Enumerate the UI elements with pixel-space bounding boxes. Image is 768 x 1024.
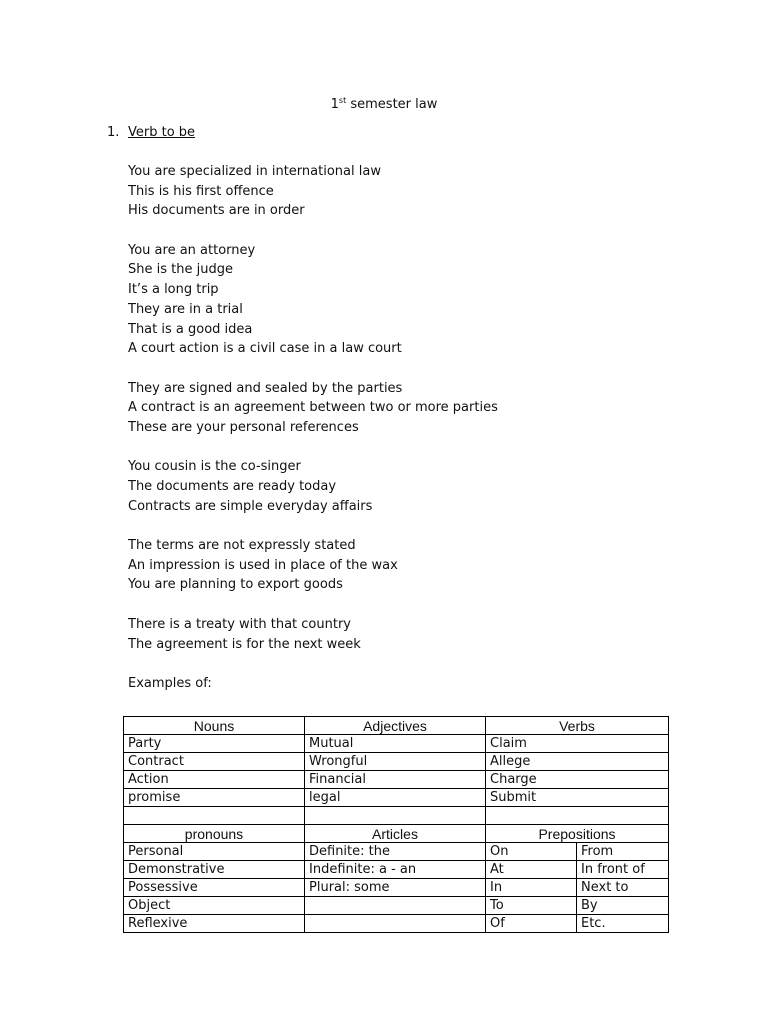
sentence-line: She is the judge	[128, 262, 233, 278]
table-cell: Plural: some	[305, 879, 486, 897]
section-label: Verb to be	[128, 125, 196, 140]
sentence-line: These are your personal references	[128, 419, 359, 435]
sentence-line: A contract is an agreement between two or more parties	[128, 400, 498, 416]
sentence-line: The terms are not expressly stated	[128, 538, 356, 554]
page-title	[0, 93, 768, 113]
table-cell: On	[486, 843, 577, 861]
table-cell: Wrongful	[305, 753, 486, 771]
sentence-line: You are planning to export goods	[128, 577, 343, 593]
sentence-line: The documents are ready today	[128, 479, 337, 494]
title-text: semester law	[346, 97, 438, 112]
table-cell: Party	[124, 735, 305, 753]
paragraph-gap	[128, 221, 728, 241]
table-cell: Indefinite: a - an	[305, 861, 486, 879]
sentence-line: This is his first offence	[128, 183, 274, 199]
sentence-line: It’s a long trip	[128, 282, 219, 298]
table-row	[124, 735, 669, 753]
column-header: Verbs	[486, 717, 669, 735]
table-row	[124, 879, 669, 897]
sentence-line: You are specialized in international law	[128, 164, 381, 179]
sentence-line: Examples of:	[128, 675, 212, 691]
column-header: Nouns	[124, 717, 305, 735]
column-header: Prepositions	[486, 825, 669, 843]
table-cell: By	[577, 897, 669, 915]
table-cell: To	[486, 897, 577, 915]
sentence-line: You cousin is the co-singer	[128, 459, 301, 475]
sentence-line: They are signed and sealed by the parties	[128, 380, 403, 396]
table-row	[124, 771, 669, 789]
table-cell: Charge	[486, 771, 669, 789]
table-cell: Claim	[486, 735, 669, 753]
table-cell: In	[486, 879, 577, 897]
table-cell	[486, 807, 669, 825]
title-superscript: st	[338, 96, 347, 105]
table-cell	[124, 807, 305, 825]
column-header: Adjectives	[305, 717, 486, 735]
table-cell: Etc.	[577, 915, 669, 933]
table-cell: Reflexive	[124, 915, 305, 933]
table-row	[124, 861, 669, 879]
table-cell: Demonstrative	[124, 861, 305, 879]
table-row	[124, 897, 669, 915]
table-cell: From	[577, 843, 669, 861]
table-cell: Personal	[124, 843, 305, 861]
table-header-row	[124, 717, 669, 735]
table-row	[124, 915, 669, 933]
table-cell: Definite: the	[305, 843, 486, 861]
column-header: pronouns	[124, 825, 305, 843]
table-cell: Of	[486, 915, 577, 933]
vocabulary-table	[123, 716, 669, 933]
section-number: 1.	[107, 125, 120, 140]
table-cell: legal	[305, 789, 486, 807]
sentence-line: An impression is used in place of the wax	[128, 557, 398, 573]
sentence-line: They are in a trial	[128, 301, 243, 317]
sentence-line: Contracts are simple everyday affairs	[128, 498, 373, 514]
table-cell: Object	[124, 897, 305, 915]
table-cell	[305, 897, 486, 915]
table-row	[124, 843, 669, 861]
table-cell: promise	[124, 789, 305, 807]
table-cell: In front of	[577, 861, 669, 879]
table-row	[124, 807, 669, 825]
table-cell	[305, 807, 486, 825]
table-cell: At	[486, 861, 577, 879]
table-cell: Action	[124, 771, 305, 789]
table-cell	[305, 915, 486, 933]
paragraph-gap	[128, 654, 728, 674]
sentence-line: A court action is a civil case in a law court	[128, 341, 402, 357]
example-sentences	[128, 162, 728, 694]
sentence-line: There is a treaty with that country	[128, 616, 351, 632]
table-cell: Next to	[577, 879, 669, 897]
column-header: Articles	[305, 825, 486, 843]
table-cell: Allege	[486, 753, 669, 771]
sentence-line: His documents are in order	[128, 203, 305, 219]
paragraph-gap	[128, 438, 728, 458]
table-cell: Possessive	[124, 879, 305, 897]
paragraph-gap	[128, 516, 728, 536]
sentence-line: The agreement is for the next week	[128, 636, 361, 652]
table-row	[124, 753, 669, 771]
table-cell: Financial	[305, 771, 486, 789]
section-heading	[107, 124, 195, 142]
paragraph-gap	[128, 595, 728, 615]
table-row	[124, 789, 669, 807]
title-number: 1	[330, 97, 339, 112]
paragraph-gap	[128, 359, 728, 379]
table-cell: Contract	[124, 753, 305, 771]
table-cell: Submit	[486, 789, 669, 807]
table-header-row	[124, 825, 669, 843]
table-cell: Mutual	[305, 735, 486, 753]
sentence-line: That is a good idea	[128, 321, 253, 337]
sentence-line: You are an attorney	[128, 242, 256, 258]
